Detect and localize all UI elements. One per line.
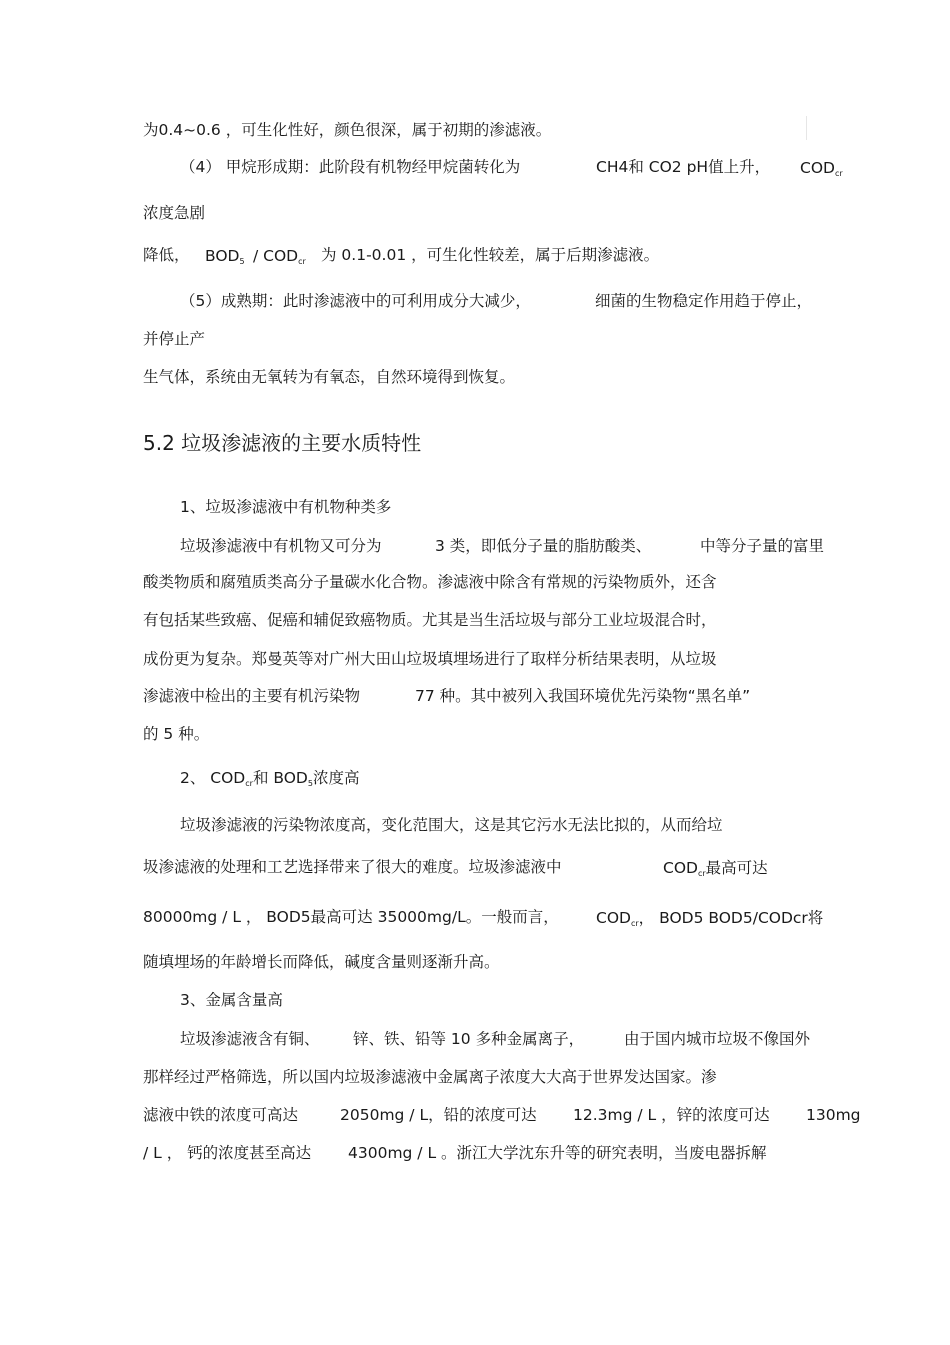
text-line: / L ， 钙的浓度甚至高达 [143,1144,312,1162]
item-heading: 2、 $COD_{cr}$和 $BOD_5$浓度高 [180,769,360,788]
text-line: 12.3mg / L ，锌的浓度可达 [573,1106,770,1124]
page-edge-divider [806,116,807,140]
formula-cod: / $COD_{cr}$ [253,247,306,266]
text-line: （5）成熟期：此时渗滤液中的可利用成分大减少， [180,292,531,310]
formula-cod: $COD_{cr}$ [800,159,843,178]
text-line: 有包括某些致癌、促癌和辅促致癌物质。尤其是当生活垃圾与部分工业垃圾混合时， [143,611,717,629]
text-line: 随填埋场的年龄增长而降低，碱度含量则逐渐升高。 [143,953,500,971]
text-line: 3 类，即低分子量的脂肪酸类、 [435,537,652,555]
text-line: 中等分子量的富里 [700,537,825,555]
item-heading: 1、垃圾渗滤液中有机物种类多 [180,498,392,516]
item-heading: 3、金属含量高 [180,991,283,1009]
text-line: 降低， [143,246,190,264]
text-line: 滤液中铁的浓度可高达 [143,1106,299,1124]
text-line: 为0.4~0.6 ，可生化性好，颜色很深，属于初期的渗滤液。 [143,121,552,139]
text-line: 渗滤液中检出的主要有机污染物 [143,687,361,705]
formula-cod: $COD_{cr}$， BOD5 BOD5/CODcr将 [596,909,824,928]
text-line: 垃圾渗滤液中有机物又可分为 [180,537,382,555]
text-line: 细菌的生物稳定作用趋于停止， [595,292,813,310]
text-line: 垃圾渗滤液含有铜、 [180,1030,320,1048]
formula-bod: $BOD_5$ [205,247,245,266]
text-line: 生气体，系统由无氧转为有氧态，自然环境得到恢复。 [143,368,516,386]
text-line: 那样经过严格筛选，所以国内垃圾渗滤液中金属离子浓度大大高于世界发达国家。渗 [143,1068,717,1086]
text-line: 锌、铁、铅等 10 多种金属离子， [353,1030,585,1048]
text-line: 圾渗滤液的处理和工艺选择带来了很大的难度。垃圾渗滤液中 [143,858,562,876]
text-line: 的 5 种。 [143,725,210,743]
text-line: 浓度急剧 [143,204,206,222]
text-line: （4） 甲烷形成期：此阶段有机物经甲烷菌转化为 [180,158,521,176]
text-line: 4300mg / L 。浙江大学沈东升等的研究表明，当废电器拆解 [348,1144,767,1162]
text-line: CH4和 CO2 pH值上升， [596,158,771,176]
text-line: 77 种。其中被列入我国环境优先污染物“黑名单” [415,687,751,705]
text-line: 由于国内城市垃圾不像国外 [624,1030,811,1048]
text-line: 80000mg / L ， BOD5最高可达 35000mg/L。一般而言， [143,908,559,926]
text-line: 130mg [806,1106,861,1124]
text-line: 为 0.1-0.01 ，可生化性较差，属于后期渗滤液。 [321,246,660,264]
text-line: 垃圾渗滤液的污染物浓度高，变化范围大，这是其它污水无法比拟的，从而给垃 [180,816,723,834]
text-line: 成份更为复杂。郑曼英等对广州大田山垃圾填埋场进行了取样分析结果表明，从垃圾 [143,650,717,668]
text-line: 2050mg / L，铅的浓度可达 [340,1106,537,1124]
text-line: 并停止产 [143,330,206,348]
formula-cod: $COD_{cr}$最高可达 [663,859,768,878]
text-line: 酸类物质和腐殖质类高分子量碳水化合物。渗滤液中除含有常规的污染物质外，还含 [143,573,717,591]
section-title: 5.2 垃圾渗滤液的主要水质特性 [143,431,422,455]
